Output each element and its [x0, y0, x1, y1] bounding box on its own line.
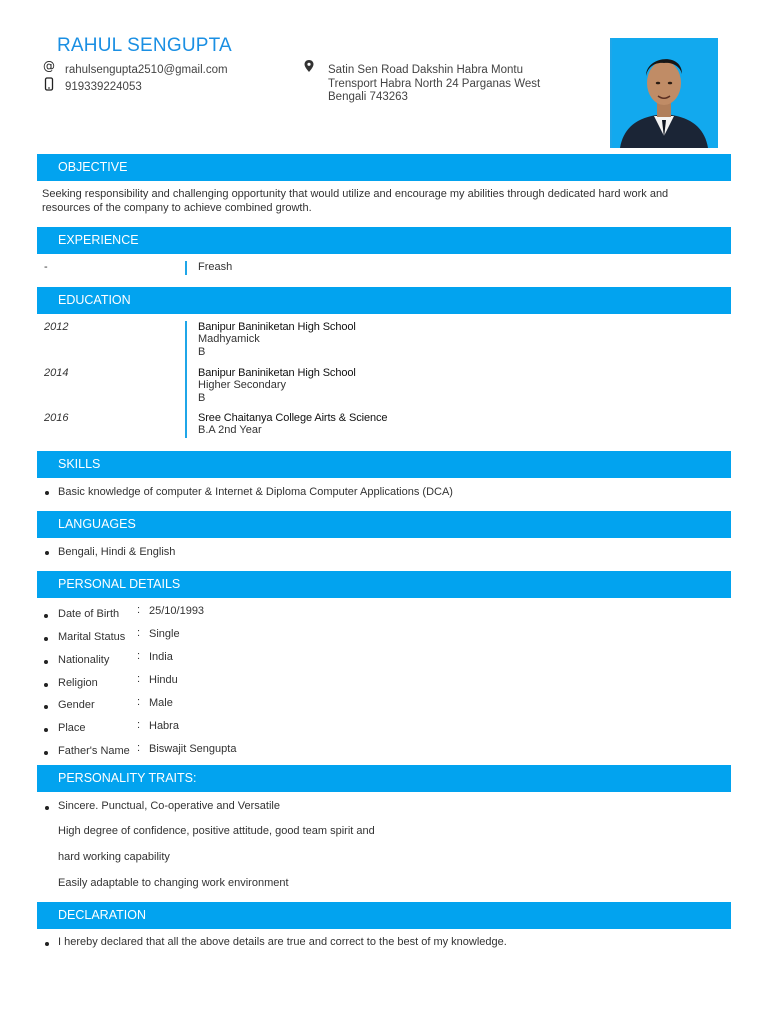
education-divider	[185, 321, 187, 438]
address-block	[328, 64, 540, 105]
education-entry	[198, 412, 387, 437]
address-line: Bengali 743263	[328, 91, 408, 103]
colon: :	[137, 696, 141, 708]
profile-photo	[610, 38, 718, 148]
bullet	[45, 551, 49, 555]
personal-value: India	[149, 651, 173, 663]
colon: :	[137, 650, 141, 662]
course-name: Higher Secondary	[198, 379, 287, 391]
skills-header: SKILLS	[37, 451, 731, 478]
bullet	[44, 614, 48, 618]
course-name: B.A 2nd Year	[198, 424, 262, 436]
experience-detail: Freash	[198, 261, 233, 273]
education-year: 2016	[44, 412, 69, 424]
colon: :	[137, 742, 141, 754]
personal-label: Date of Birth	[58, 608, 120, 620]
trait-line: High degree of confidence, positive attitude, good team spirit and	[58, 825, 375, 837]
personal-value: Single	[149, 628, 180, 640]
bullet	[44, 728, 48, 732]
objective-line: Seeking responsibility and challenging opportunity that would utilize and encourage my abilities through dedicated hard work and	[42, 188, 669, 200]
education-year: 2012	[44, 321, 69, 333]
course-name: Madhyamick	[198, 333, 260, 345]
personal-details-header: PERSONAL DETAILS	[37, 571, 731, 598]
school-name: Banipur Baniniketan High School	[198, 321, 356, 333]
bullet	[44, 660, 48, 664]
objective-text	[42, 188, 732, 215]
education-entry	[198, 367, 356, 405]
declaration-header: DECLARATION	[37, 902, 731, 929]
colon: :	[137, 604, 141, 616]
objective-line: resources of the company to achieve combined growth.	[42, 201, 312, 214]
languages-header: LANGUAGES	[37, 511, 731, 538]
grade: B	[198, 392, 206, 404]
education-entry	[198, 321, 356, 359]
personal-label: Nationality	[58, 654, 110, 666]
mobile-phone-icon	[44, 77, 54, 96]
declaration-text: I hereby declared that all the above details are true and correct to the best of my knowledge.	[58, 936, 507, 948]
phone-text: 919339224053	[65, 81, 142, 93]
email-text: rahulsengupta2510@gmail.com	[65, 64, 228, 76]
colon: :	[137, 627, 141, 639]
trait-line: hard working capability	[58, 851, 170, 863]
experience-header: EXPERIENCE	[37, 227, 731, 254]
candidate-name: RAHUL SENGUPTA	[57, 35, 232, 56]
location-pin-icon	[303, 59, 315, 78]
skill-item: Basic knowledge of computer & Internet & Diploma Computer Applications (DCA)	[58, 486, 453, 498]
colon: :	[137, 719, 141, 731]
bullet	[44, 683, 48, 687]
personal-label: Religion	[58, 677, 98, 689]
personal-value: Biswajit Sengupta	[149, 743, 237, 755]
bullet	[45, 806, 49, 810]
address-line: Trensport Habra North 24 Parganas West	[328, 77, 541, 90]
personal-value: Hindu	[149, 674, 178, 686]
personal-label: Marital Status	[58, 631, 126, 643]
school-name: Banipur Baniniketan High School	[198, 367, 356, 379]
at-icon	[43, 59, 57, 78]
bullet	[44, 637, 48, 641]
personal-value: Male	[149, 697, 173, 709]
objective-header: OBJECTIVE	[37, 154, 731, 181]
bullet	[44, 705, 48, 709]
personal-label: Gender	[58, 699, 95, 711]
grade: B	[198, 346, 206, 358]
personality-traits-header: PERSONALITY TRAITS:	[37, 765, 731, 792]
personal-label: Place	[58, 722, 86, 734]
bullet	[44, 751, 48, 755]
colon: :	[137, 673, 141, 685]
education-year: 2014	[44, 367, 69, 379]
photo-divider	[610, 38, 612, 148]
education-header: EDUCATION	[37, 287, 731, 314]
school-name: Sree Chaitanya College Airts & Science	[198, 412, 388, 424]
personal-value: 25/10/1993	[149, 605, 205, 617]
bullet	[45, 942, 49, 946]
experience-period: -	[44, 261, 48, 273]
personal-label: Father's Name	[58, 745, 130, 757]
experience-divider	[185, 261, 187, 275]
personal-value: Habra	[149, 720, 179, 732]
svg-text:@: @	[43, 59, 55, 73]
trait-line: Easily adaptable to changing work environment	[58, 877, 289, 889]
bullet	[45, 491, 49, 495]
address-line: Satin Sen Road Dakshin Habra Montu	[328, 64, 523, 76]
trait-item: Sincere. Punctual, Co-operative and Versatile	[58, 800, 280, 812]
language-item: Bengali, Hindi & English	[58, 546, 176, 558]
